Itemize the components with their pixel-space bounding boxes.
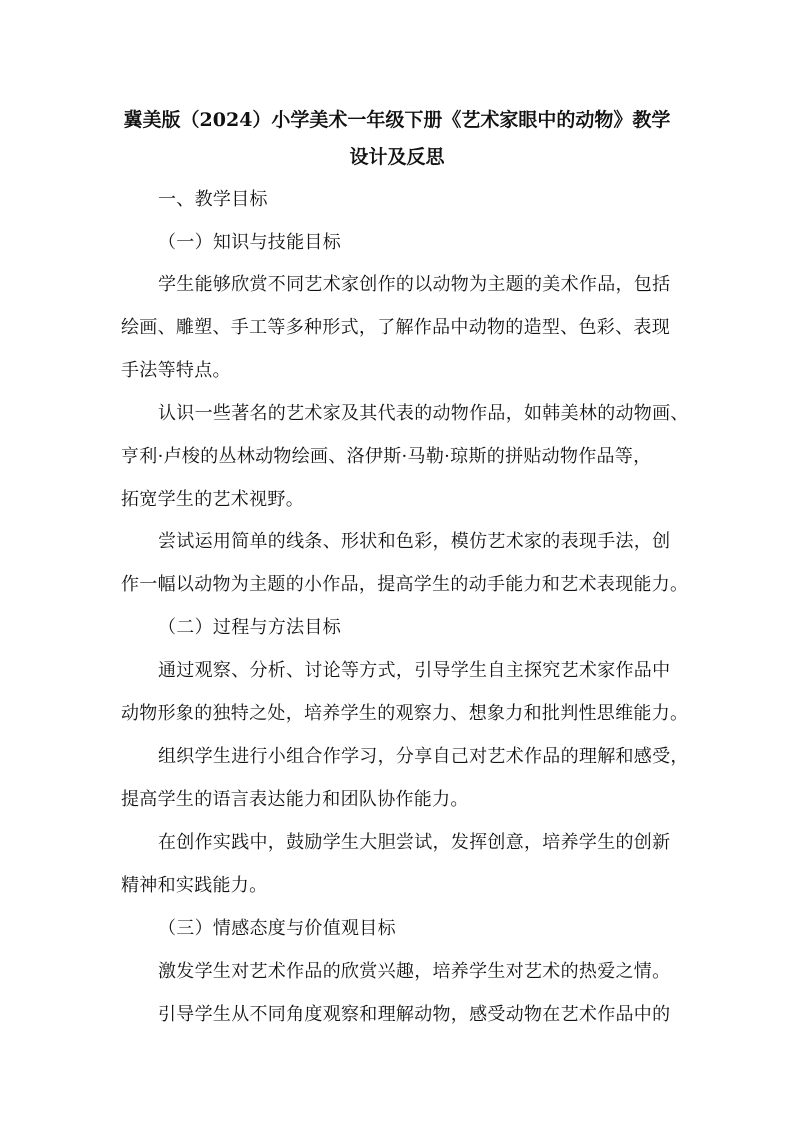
paragraph-line: 引导学生从不同角度观察和理解动物，感受动物在艺术作品中的 (158, 1004, 671, 1025)
paragraph-line: 学生能够欣赏不同艺术家创作的以动物为主题的美术作品，包括 (158, 274, 671, 295)
paragraph-line: 提高学生的语言表达能力和团队协作能力。 (121, 789, 469, 810)
paragraph-line: 绘画、雕塑、手工等多种形式，了解作品中动物的造型、色彩、表现 (121, 317, 670, 338)
subsection-heading: （三）情感态度与价值观目标 (158, 918, 396, 939)
section-heading: 一、教学目标 (158, 189, 268, 210)
paragraph-line: 手法等特点。 (121, 360, 231, 381)
document-title-line-1: 冀美版（2024）小学美术一年级下册《艺术家眼中的动物》教学 (123, 109, 671, 131)
paragraph-line: 动物形象的独特之处，培养学生的观察力、想象力和批判性思维能力。 (121, 703, 689, 724)
paragraph-line: 通过观察、分析、讨论等方式，引导学生自主探究艺术家作品中 (158, 660, 671, 681)
paragraph-line: 精神和实践能力。 (121, 875, 268, 896)
subsection-heading: （二）过程与方法目标 (158, 617, 341, 638)
document-title-line-2: 设计及反思 (349, 146, 445, 168)
subsection-heading: （一）知识与技能目标 (158, 232, 341, 253)
paragraph-line: 认识一些著名的艺术家及其代表的动物作品，如韩美林的动物画、 (158, 403, 689, 424)
paragraph-line: 尝试运用简单的线条、形状和色彩，模仿艺术家的表现手法，创 (158, 531, 671, 552)
paragraph-line: 激发学生对艺术作品的欣赏兴趣，培养学生对艺术的热爱之情。 (158, 961, 671, 982)
paragraph-line: 作一幅以动物为主题的小作品，提高学生的动手能力和艺术表现能力。 (121, 574, 689, 595)
paragraph-line: 亨利·卢梭的丛林动物绘画、洛伊斯·马勒·琼斯的拼贴动物作品等， (121, 446, 652, 467)
paragraph-line: 组织学生进行小组合作学习，分享自己对艺术作品的理解和感受， (158, 746, 689, 767)
paragraph-line: 在创作实践中，鼓励学生大胆尝试，发挥创意，培养学生的创新 (158, 832, 671, 853)
paragraph-line: 拓宽学生的艺术视野。 (121, 489, 304, 510)
